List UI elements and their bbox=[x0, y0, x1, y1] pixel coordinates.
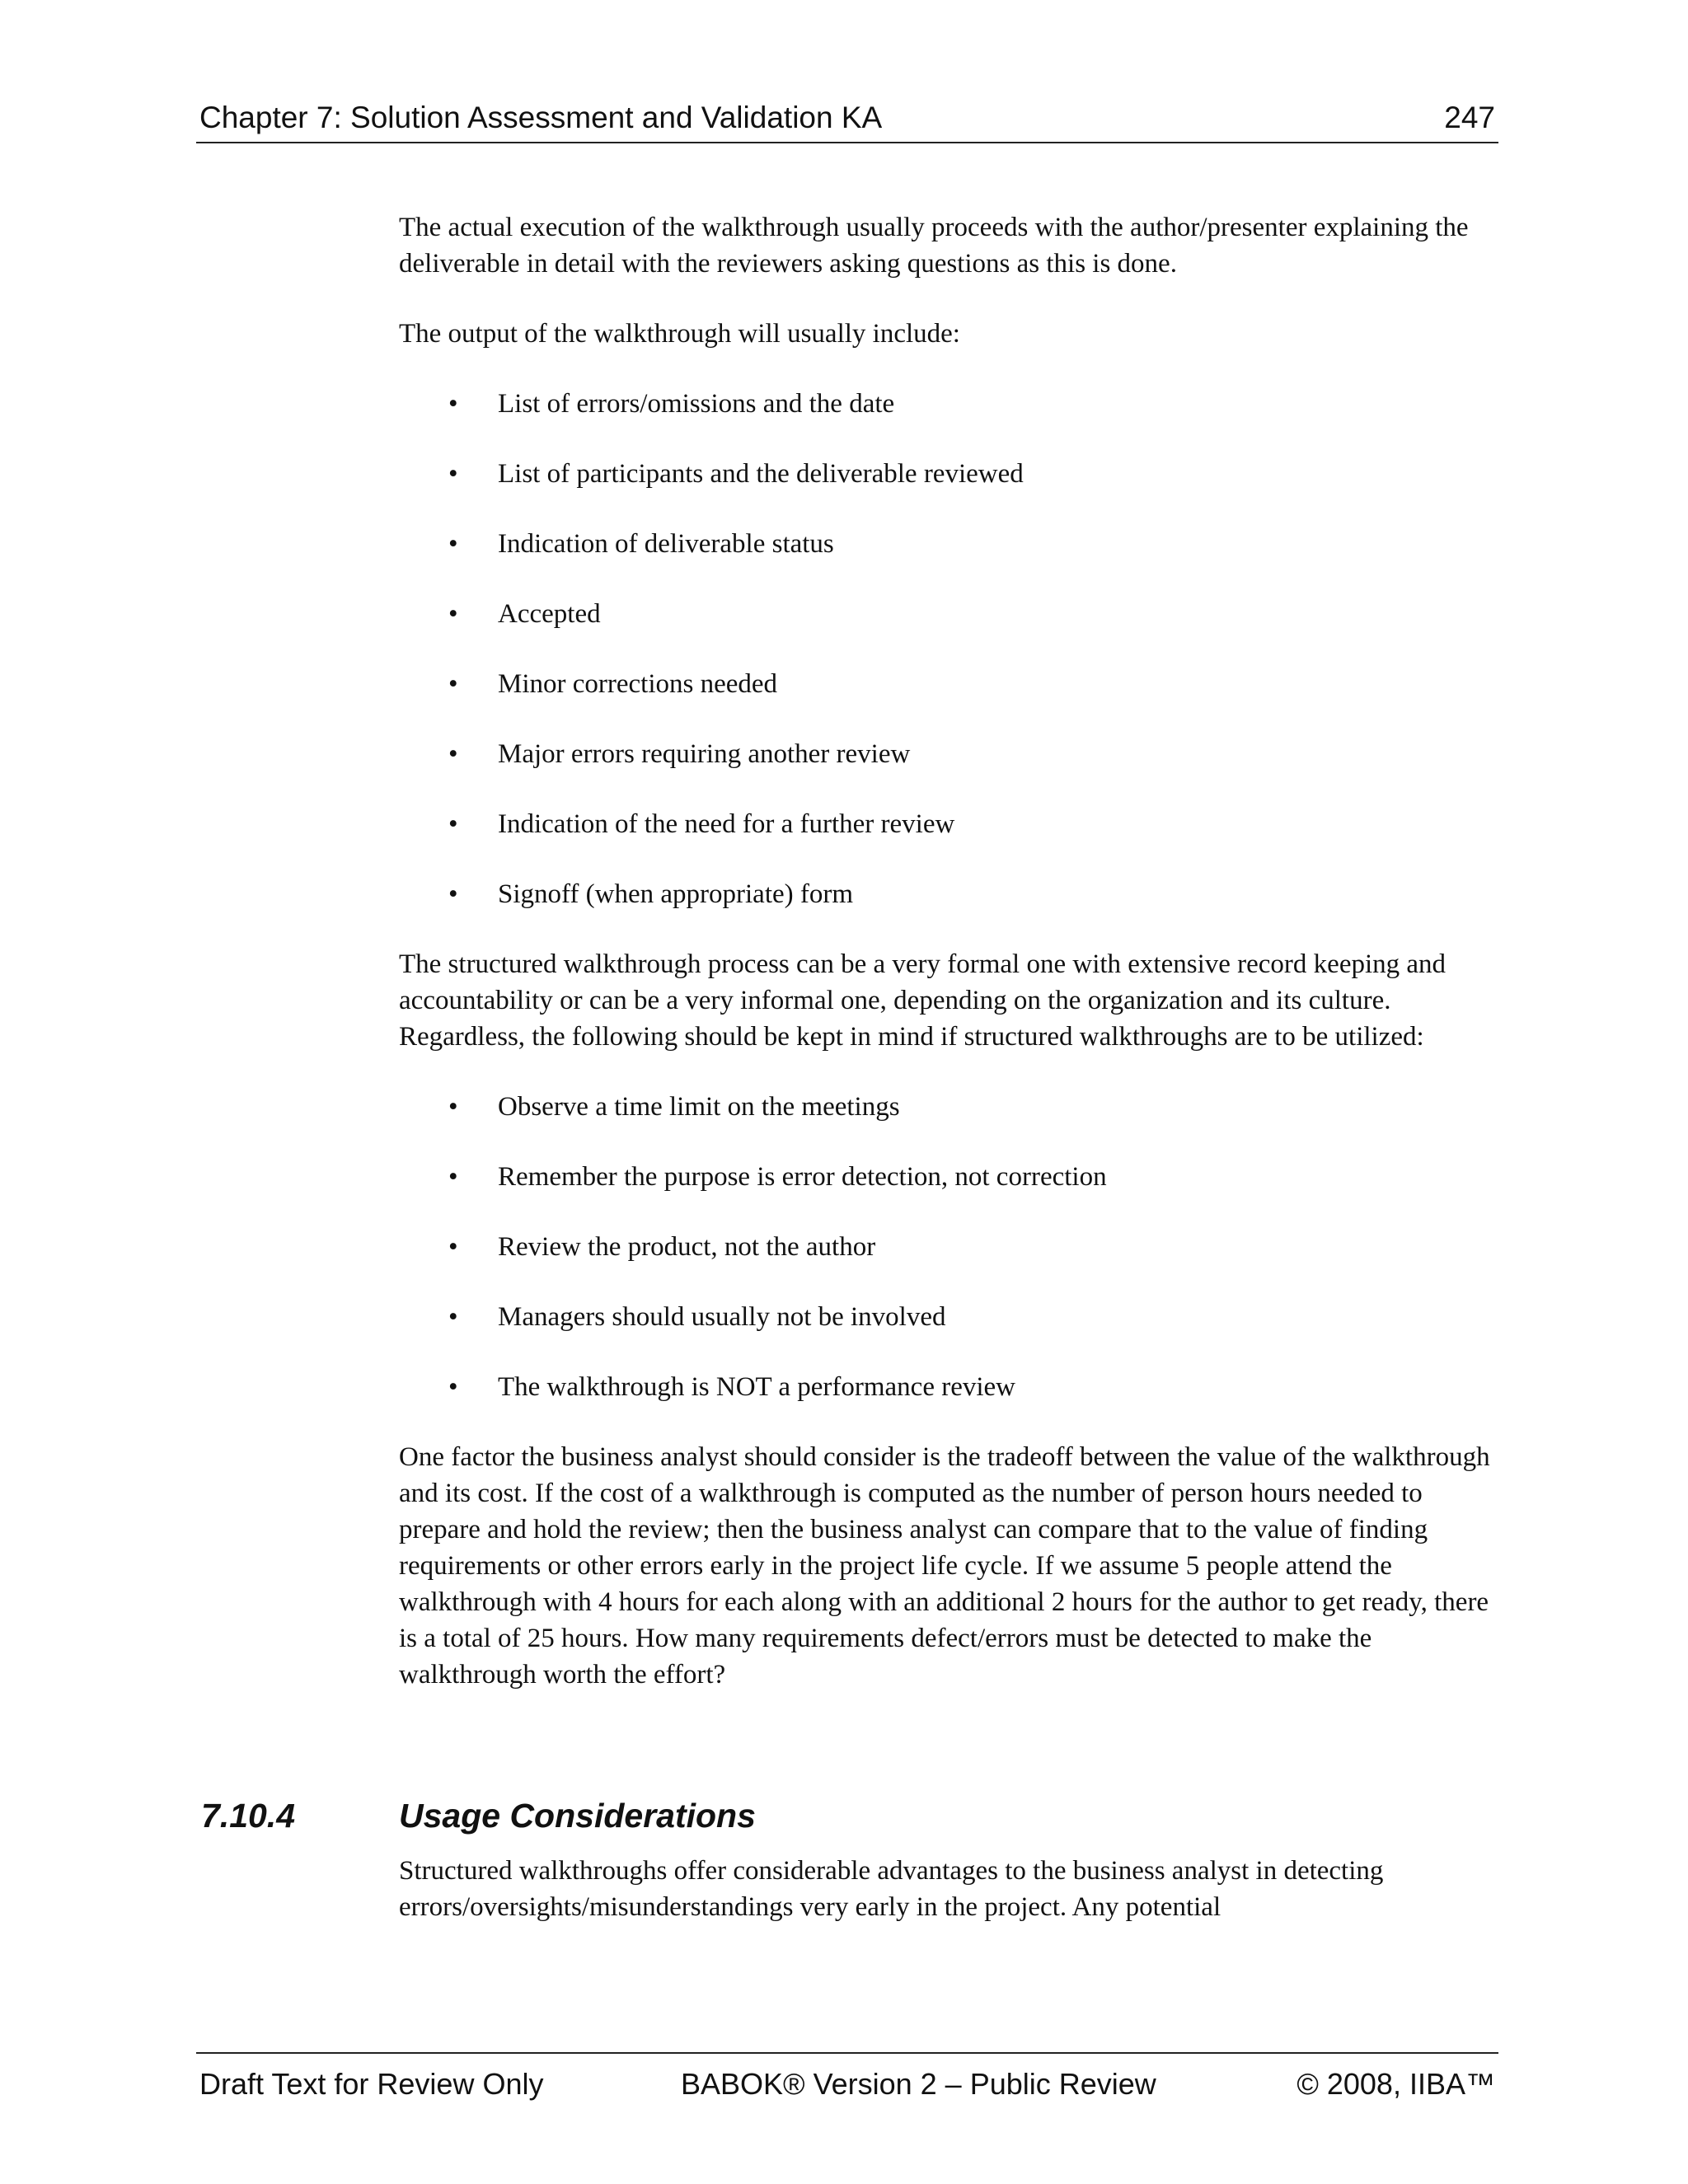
bullet: • bbox=[448, 739, 458, 769]
list-item bbox=[399, 1229, 1500, 1265]
list-item bbox=[399, 1159, 1500, 1195]
list-item-text: List of errors/omissions and the date bbox=[498, 389, 895, 419]
list-item-text: Indication of the need for a further review bbox=[498, 809, 955, 839]
paragraph: The actual execution of the walkthrough usually proceeds with the author/presenter explaining the deliverable in detail with the reviewers asking questions as this is done. bbox=[399, 213, 1469, 279]
list-item bbox=[399, 666, 1500, 702]
list-item-text: Observe a time limit on the meetings bbox=[498, 1092, 900, 1122]
section-number: 7.10.4 bbox=[201, 1797, 295, 1835]
list-item bbox=[399, 596, 1500, 632]
list-item-text: Review the product, not the author bbox=[498, 1232, 876, 1262]
chapter-title: Chapter 7: Solution Assessment and Validation KA bbox=[199, 101, 883, 134]
footer-copyright: © 2008, IIBA™ bbox=[1296, 2067, 1495, 2101]
list-item bbox=[399, 1369, 1500, 1405]
page-footer bbox=[196, 2052, 1498, 2103]
bullet: • bbox=[448, 459, 458, 489]
bullet: • bbox=[448, 1092, 458, 1122]
list-item-text: List of participants and the deliverable reviewed bbox=[498, 459, 1024, 489]
list-item bbox=[399, 1089, 1500, 1125]
bullet: • bbox=[448, 1162, 458, 1192]
page-number: 247 bbox=[1444, 101, 1495, 134]
list-item-text: Signoff (when appropriate) form bbox=[498, 879, 854, 909]
list-item bbox=[399, 456, 1500, 492]
guidelines-list bbox=[399, 1089, 1500, 1405]
bullet: • bbox=[448, 599, 458, 629]
paragraph: The output of the walkthrough will usually include: bbox=[399, 319, 960, 349]
paragraph: Structured walkthroughs offer considerable advantages to the business analyst in detecting errors/oversights/misunderstandings very early in the project. Any potential bbox=[399, 1856, 1384, 1922]
bullet: • bbox=[448, 879, 458, 909]
output-list bbox=[399, 386, 1500, 912]
footer-version: BABOK® Version 2 – Public Review bbox=[681, 2067, 1156, 2101]
bullet: • bbox=[448, 1232, 458, 1262]
list-item bbox=[399, 876, 1500, 912]
bullet: • bbox=[448, 669, 458, 699]
section-heading bbox=[201, 1797, 1437, 1843]
bullet: • bbox=[448, 529, 458, 559]
list-item-text: Managers should usually not be involved bbox=[498, 1302, 946, 1332]
list-item bbox=[399, 526, 1500, 562]
section-title: Usage Considerations bbox=[399, 1797, 756, 1835]
list-item bbox=[399, 1299, 1500, 1335]
list-item-text: Indication of deliverable status bbox=[498, 529, 834, 559]
list-item-text: Remember the purpose is error detection, not correction bbox=[498, 1162, 1107, 1192]
bullet: • bbox=[448, 1302, 458, 1332]
bullet: • bbox=[448, 809, 458, 839]
list-item-text: Minor corrections needed bbox=[498, 669, 778, 699]
list-item bbox=[399, 736, 1500, 772]
list-item bbox=[399, 806, 1500, 842]
page-header bbox=[196, 92, 1498, 143]
list-item-text: The walkthrough is NOT a performance review bbox=[498, 1372, 1015, 1402]
bullet: • bbox=[448, 389, 458, 419]
paragraph: One factor the business analyst should consider is the tradeoff between the value of the walkthrough and its cost. If the cost of a walkthrough is computed as the number of person hours needed to prepare and hold the review; then the business analyst can compare that to the value of finding requirements or other errors early in the project life cycle. If we assume 5 people attend the walkthrough with 4 hours for each along with an additional 2 hours for the author to get ready, there is a total of 25 hours. How many requirements defect/errors must be detected to make the walkthrough worth the effort? bbox=[399, 1442, 1490, 1690]
list-item-text: Major errors requiring another review bbox=[498, 739, 911, 769]
list-item bbox=[399, 386, 1500, 422]
bullet: • bbox=[448, 1372, 458, 1402]
section-text bbox=[399, 1853, 1500, 1925]
list-item-text: Accepted bbox=[498, 599, 601, 629]
main-text bbox=[399, 209, 1500, 1693]
footer-draft-note: Draft Text for Review Only bbox=[199, 2067, 544, 2101]
paragraph: The structured walkthrough process can be a very formal one with extensive record keeping and accountability or can be a very informal one, depending on the organization and its culture. Regardless, the following should be kept in mind if structured walkthroughs are to be utilized: bbox=[399, 949, 1447, 1052]
